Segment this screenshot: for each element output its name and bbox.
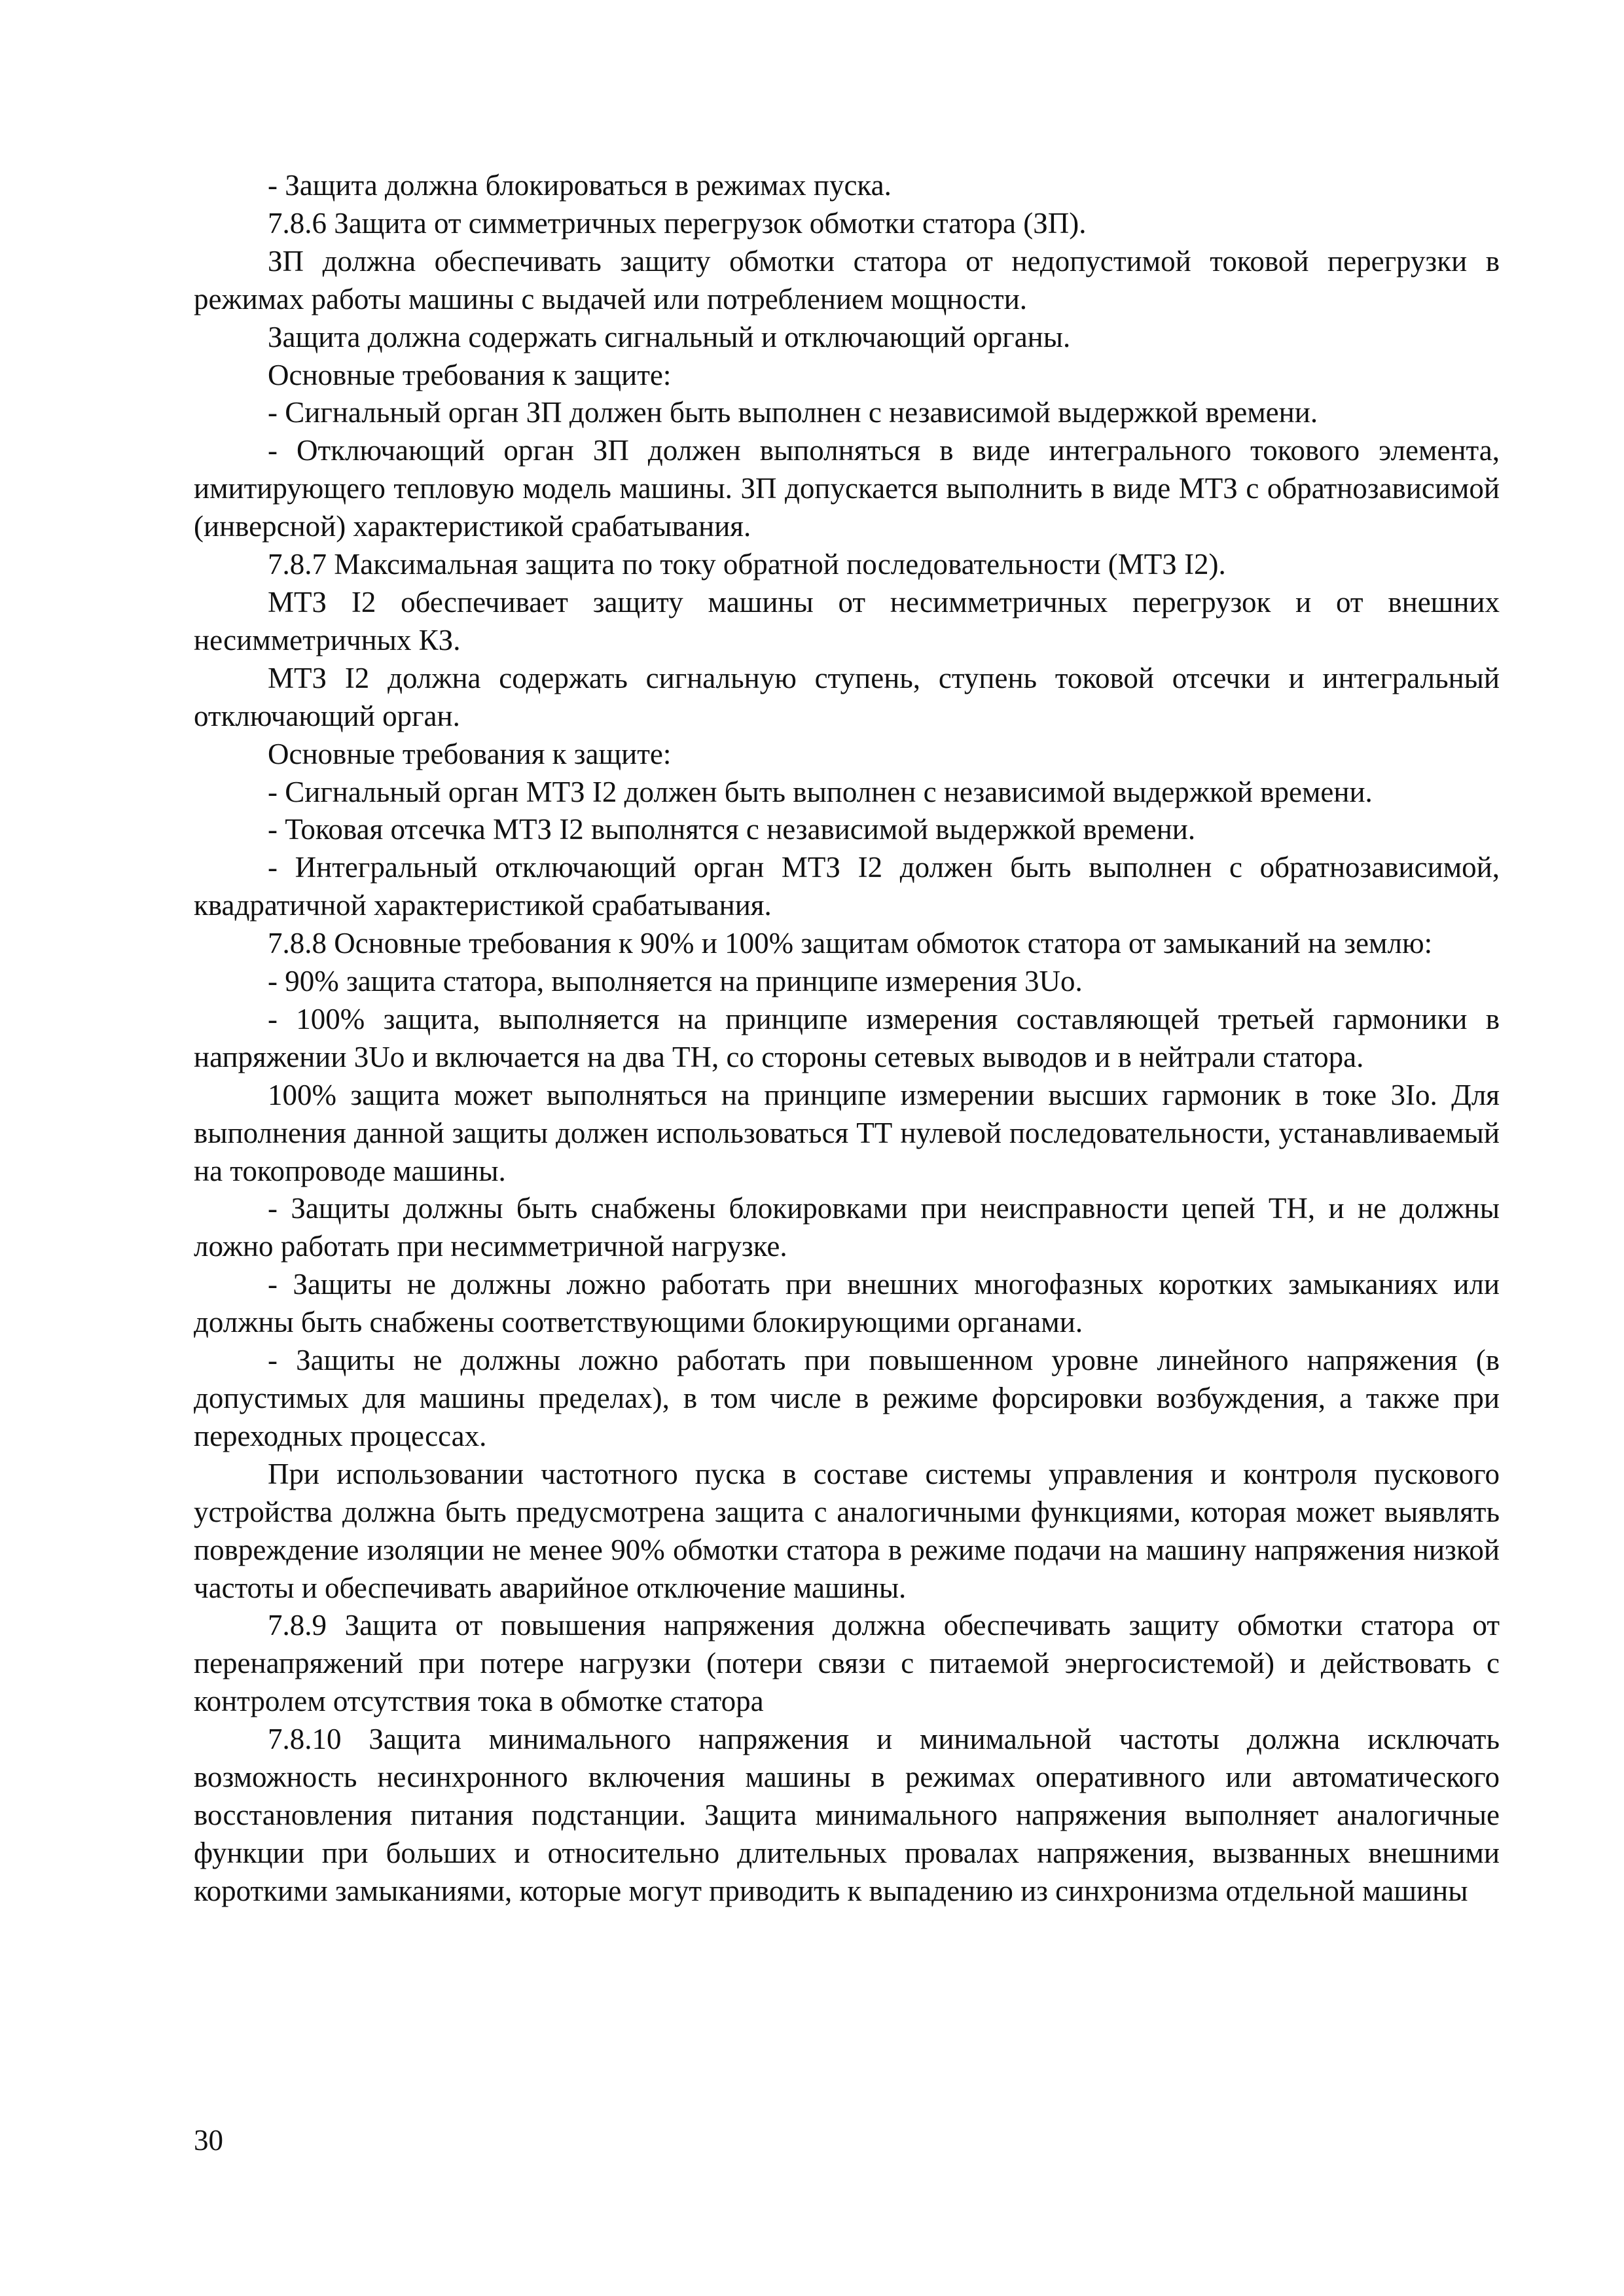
paragraph: МТЗ I2 обеспечивает защиту машины от несимметричных перегрузок и от внешних несимметричных КЗ. <box>194 585 1500 656</box>
paragraph: - Защита должна блокироваться в режимах пуска. <box>268 169 892 202</box>
paragraph: ЗП должна обеспечивать защиту обмотки статора от недопустимой токовой перегрузки в режимах работы машины с выдачей или потреблением мощности. <box>194 244 1500 315</box>
paragraph: 7.8.9 Защита от повышения напряжения должна обеспечивать защиту обмотки статора от перенапряжений при потере нагрузки (потери связи с питаемой энергосистемой) и действовать с контролем отсутствия тока в обмотке статора <box>194 1609 1500 1718</box>
paragraph: - Интегральный отключающий орган МТЗ I2 должен быть выполнен с обратнозависимой, квадратичной характеристикой срабатывания. <box>194 851 1500 922</box>
paragraph: - 90% защита статора, выполняется на принципе измерения 3Uo. <box>268 965 1083 998</box>
page-body <box>194 167 1500 1910</box>
paragraph: - Защиты не должны ложно работать при повышенном уровне линейного напряжения (в допустимых для машины пределах), в том числе в режиме форсировки возбуждения, а также при переходных процессах. <box>194 1344 1500 1452</box>
paragraph: - Защиты должны быть снабжены блокировками при неисправности цепей ТН, и не должны ложно работать при несимметричной нагрузке. <box>194 1192 1500 1263</box>
paragraph: 100% защита может выполняться на принципе измерении высших гармоник в токе 3Io. Для выполнения данной защиты должен использоваться ТТ нулевой последовательности, устанавливаемый на токопроводе машины. <box>194 1078 1500 1187</box>
paragraph: 7.8.10 Защита минимального напряжения и минимальной частоты должна исключать возможность несинхронного включения машины в режимах оперативного или автоматического восстановления питания подстанции. Защита минимального напряжения выполняет аналогичные функции при больших и относительно длительных провалах напряжения, вызванных внешними короткими замыканиями, которые могут приводить к выпадению из синхронизма отдельной машины <box>194 1723 1500 1907</box>
paragraph: - Сигнальный орган МТЗ I2 должен быть выполнен с независимой выдержкой времени. <box>268 775 1373 808</box>
paragraph: - Отключающий орган ЗП должен выполняться в виде интегрального токового элемента, имитирующего тепловую модель машины. ЗП допускается выполнить в виде МТЗ с обратнозависимой (инверсной) характеристикой срабатывания. <box>194 434 1500 543</box>
paragraph: - 100% защита, выполняется на принципе измерения составляющей третьей гармоники в напряжении 3Uo и включается на два ТН, со стороны сетевых выводов и в нейтрали статора. <box>194 1002 1500 1073</box>
page-number: 30 <box>194 2124 223 2157</box>
paragraph: 7.8.8 Основные требования к 90% и 100% защитам обмоток статора от замыканий на землю: <box>268 927 1433 960</box>
paragraph: - Защиты не должны ложно работать при внешних многофазных коротких замыканиях или должны быть снабжены соответствующими блокирующими органами. <box>194 1268 1500 1339</box>
paragraph: При использовании частотного пуска в составе системы управления и контроля пускового устройства должна быть предусмотрена защита с аналогичными функциями, которая может выявлять повреждение изоляции не менее 90% обмотки статора в режиме подачи на машину напряжения низкой частоты и обеспечивать аварийное отключение машины. <box>194 1457 1500 1604</box>
paragraph: - Токовая отсечка МТЗ I2 выполнятся с независимой выдержкой времени. <box>268 813 1196 846</box>
paragraph: - Сигнальный орган ЗП должен быть выполнен с независимой выдержкой времени. <box>268 396 1318 429</box>
paragraph: МТЗ I2 должна содержать сигнальную ступень, ступень токовой отсечки и интегральный отключающий орган. <box>194 661 1500 732</box>
paragraph: 7.8.7 Максимальная защита по току обратной последовательности (МТЗ I2). <box>268 548 1226 581</box>
paragraph: Основные требования к защите: <box>268 358 672 391</box>
paragraph: Защита должна содержать сигнальный и отключающий органы. <box>268 320 1071 353</box>
paragraph: 7.8.6 Защита от симметричных перегрузок обмотки статора (ЗП). <box>268 206 1087 240</box>
paragraph: Основные требования к защите: <box>268 737 672 770</box>
